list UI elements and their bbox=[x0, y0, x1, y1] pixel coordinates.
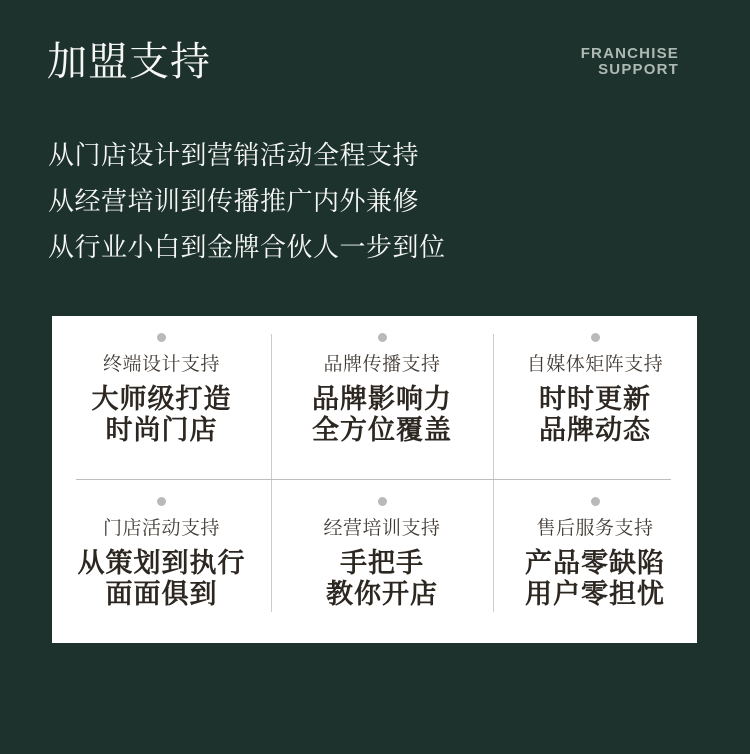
support-cell-label: 终端设计支持 bbox=[102, 354, 220, 375]
support-cell-title-line1: 产品零缺陷 bbox=[525, 548, 665, 578]
support-cell-title bbox=[92, 384, 232, 446]
bullet-dot-icon bbox=[378, 333, 387, 342]
horizontal-divider bbox=[76, 479, 671, 480]
support-cell-title bbox=[312, 384, 452, 446]
support-cell-store-activity bbox=[52, 480, 271, 643]
support-cell-title-line1: 时时更新 bbox=[539, 384, 651, 414]
support-cell-title bbox=[326, 548, 438, 610]
support-grid-card bbox=[52, 316, 697, 643]
vertical-divider bbox=[271, 334, 272, 612]
support-cell-after-sales bbox=[493, 480, 697, 643]
page-title-en bbox=[581, 46, 679, 78]
bullet-dot-icon bbox=[591, 497, 600, 506]
support-cell-terminal-design bbox=[52, 316, 271, 480]
page-title-en-line1: FRANCHISE bbox=[580, 45, 679, 62]
support-cell-social-media bbox=[493, 316, 697, 480]
intro-line-2: 从经营培训到传播推广内外兼修 bbox=[48, 186, 420, 216]
support-cell-title-line1: 品牌影响力 bbox=[312, 384, 452, 414]
support-cell-title bbox=[525, 548, 665, 610]
support-cell-brand-communication bbox=[271, 316, 493, 480]
support-cell-title-line2: 品牌动态 bbox=[539, 415, 651, 445]
support-cell-label: 门店活动支持 bbox=[102, 518, 220, 539]
intro-text bbox=[48, 132, 446, 270]
intro-line-3: 从行业小白到金牌合伙人一步到位 bbox=[48, 232, 446, 262]
support-cell-title-line2: 时尚门店 bbox=[105, 415, 218, 445]
bullet-dot-icon bbox=[591, 333, 600, 342]
support-cell-label: 自媒体矩阵支持 bbox=[526, 354, 664, 375]
support-cell-title-line2: 全方位覆盖 bbox=[312, 415, 452, 445]
support-cell-business-training bbox=[271, 480, 493, 643]
support-cell-label: 售后服务支持 bbox=[536, 518, 654, 539]
support-cell-title bbox=[78, 548, 246, 610]
support-cell-label: 经营培训支持 bbox=[323, 518, 441, 539]
vertical-divider bbox=[493, 334, 494, 612]
page-title: 加盟支持 bbox=[47, 40, 211, 84]
support-cell-title-line1: 手把手 bbox=[340, 548, 424, 578]
bullet-dot-icon bbox=[378, 497, 387, 506]
bullet-dot-icon bbox=[157, 497, 166, 506]
support-cell-title-line1: 大师级打造 bbox=[91, 384, 232, 414]
support-cell-title-line2: 教你开店 bbox=[326, 579, 438, 609]
support-cell-title-line2: 面面俱到 bbox=[105, 579, 218, 609]
support-cell-title-line2: 用户零担忧 bbox=[525, 579, 665, 609]
support-cell-title-line1: 从策划到执行 bbox=[77, 548, 246, 578]
support-cell-label: 品牌传播支持 bbox=[323, 354, 441, 375]
page-title-en-line2: SUPPORT bbox=[598, 61, 679, 78]
bullet-dot-icon bbox=[157, 333, 166, 342]
support-cell-title bbox=[539, 384, 651, 446]
intro-line-1: 从门店设计到营销活动全程支持 bbox=[48, 140, 420, 170]
